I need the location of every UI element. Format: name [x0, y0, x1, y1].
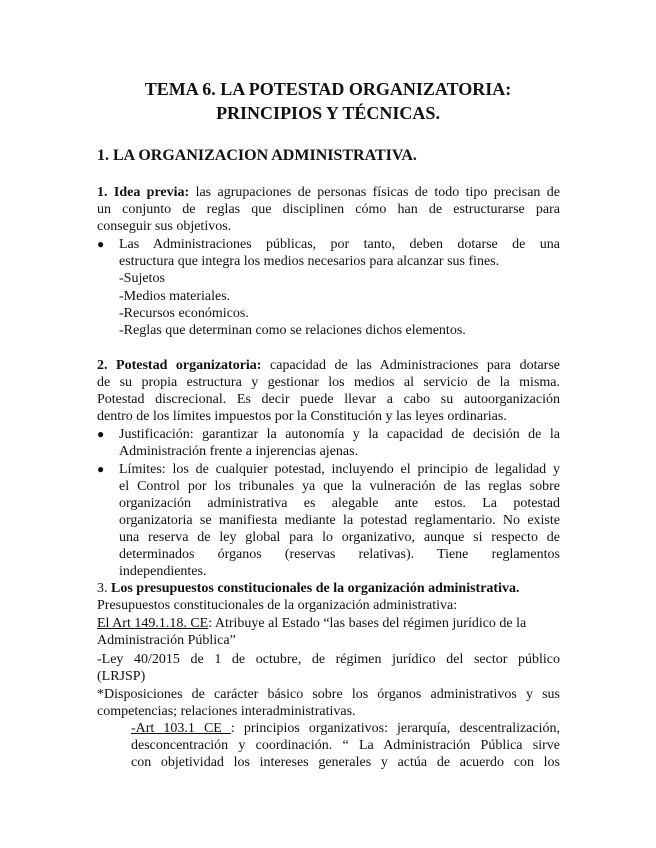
art-103-line-3: con objetividad los intereses generales y actúa de acuerdo con los	[131, 755, 560, 770]
idea-bullet-line-1: Las Administraciones públicas, por tanto, deben dotarse de una	[119, 237, 560, 252]
potestad-label: 2. Potestad organizatoria:	[97, 358, 262, 373]
justificacion-line-1: Justificación: garantizar la autonomía y la capacidad de decisión de la	[119, 427, 560, 442]
idea-item: -Recursos económicos.	[119, 306, 249, 321]
justificacion-line-2: Administración frente a injerencias ajenas.	[119, 444, 359, 459]
document-title-line-1: TEMA 6. LA POTESTAD ORGANIZATORIA:	[144, 79, 512, 99]
limites-line: el Control por los tribunales ya que la vulneración de las reglas sobre	[119, 479, 560, 494]
idea-bullet-line-2: estructura que integra los medios necesarios para alcanzar sus fines.	[119, 254, 500, 269]
art-149-reference: El Art 149.1.18. CE	[97, 616, 209, 631]
disposiciones-line-1: *Disposiciones de carácter básico sobre los órganos administrativos y sus	[97, 687, 560, 702]
limites-line: organización administrativa es alegable ante estos. La potestad	[119, 496, 560, 511]
limites-line: organizatoria se manifiesta mediante la potestad reglamentario. No existe	[119, 513, 560, 528]
presupuestos-heading-number: 3.	[97, 581, 111, 596]
bullet-icon: ●	[97, 427, 105, 441]
idea-item: -Reglas que determinan como se relaciones dichos elementos.	[119, 323, 466, 338]
ley-line-1: -Ley 40/2015 de 1 de octubre, de régimen jurídico del sector público	[97, 652, 560, 667]
art-103-text: : principios organizativos: jerarquía, descentralización,	[230, 721, 560, 736]
limites-line: una reserva de ley global para lo organizativo, aunque si respecto de	[119, 530, 560, 545]
disposiciones-line-2: competencias; relaciones interadministrativas.	[97, 704, 356, 719]
presupuestos-subtitle: Presupuestos constitucionales de la organización administrativa:	[97, 598, 458, 613]
potestad-paragraph-line-3: Potestad discrecional. Es decir puede llevar a cabo su autoorganización	[97, 392, 560, 407]
idea-label: 1. Idea previa:	[97, 185, 190, 200]
idea-paragraph-line-2: un conjunto de reglas que disciplinen cómo han de estructurarse para	[97, 202, 560, 217]
potestad-paragraph-line-1	[97, 357, 560, 374]
limites-line: determinados órganos (reservas relativas). Tiene reglamentos	[119, 547, 560, 562]
section-1-heading: 1. LA ORGANIZACION ADMINISTRATIVA.	[97, 147, 417, 164]
idea-item: -Medios materiales.	[119, 289, 231, 304]
presupuestos-heading-text: Los presupuestos constitucionales de la organización administrativa.	[111, 581, 520, 596]
limites-line: Límites: los de cualquier potestad, incluyendo el principio de legalidad y	[119, 462, 560, 477]
potestad-paragraph-line-2: de su propia estructura y gestionar los medios al servicio de la misma.	[97, 375, 560, 390]
limites-line: independientes.	[119, 564, 207, 579]
art-149-line-1	[97, 615, 526, 632]
idea-text-1: las agrupaciones de personas físicas de todo tipo precisan de	[189, 185, 560, 200]
art-149-line-2: Administración Pública”	[97, 633, 236, 648]
idea-paragraph-line-1	[97, 184, 560, 201]
document-title-line-2: PRINCIPIOS Y TÉCNICAS.	[216, 103, 440, 123]
art-103-reference: -Art 103.1 CE	[131, 721, 231, 736]
idea-item: -Sujetos	[119, 271, 165, 286]
art-103-line-1	[131, 720, 560, 737]
ley-line-2: (LRJSP)	[97, 669, 146, 684]
art-149-text: : Atribuye al Estado “las bases del régimen jurídico de la	[208, 616, 527, 631]
bullet-icon: ●	[97, 462, 105, 476]
presupuestos-heading	[97, 580, 520, 597]
potestad-paragraph-line-4: dentro de los límites impuestos por la Constitución y las leyes ordinarias.	[97, 409, 507, 424]
bullet-icon: ●	[97, 237, 105, 251]
potestad-text-1: capacidad de las Administraciones para dotarse	[261, 358, 561, 373]
idea-paragraph-line-3: conseguir sus objetivos.	[97, 219, 232, 234]
art-103-line-2: desconcentración y coordinación. “ La Administración Pública sirve	[131, 738, 560, 753]
